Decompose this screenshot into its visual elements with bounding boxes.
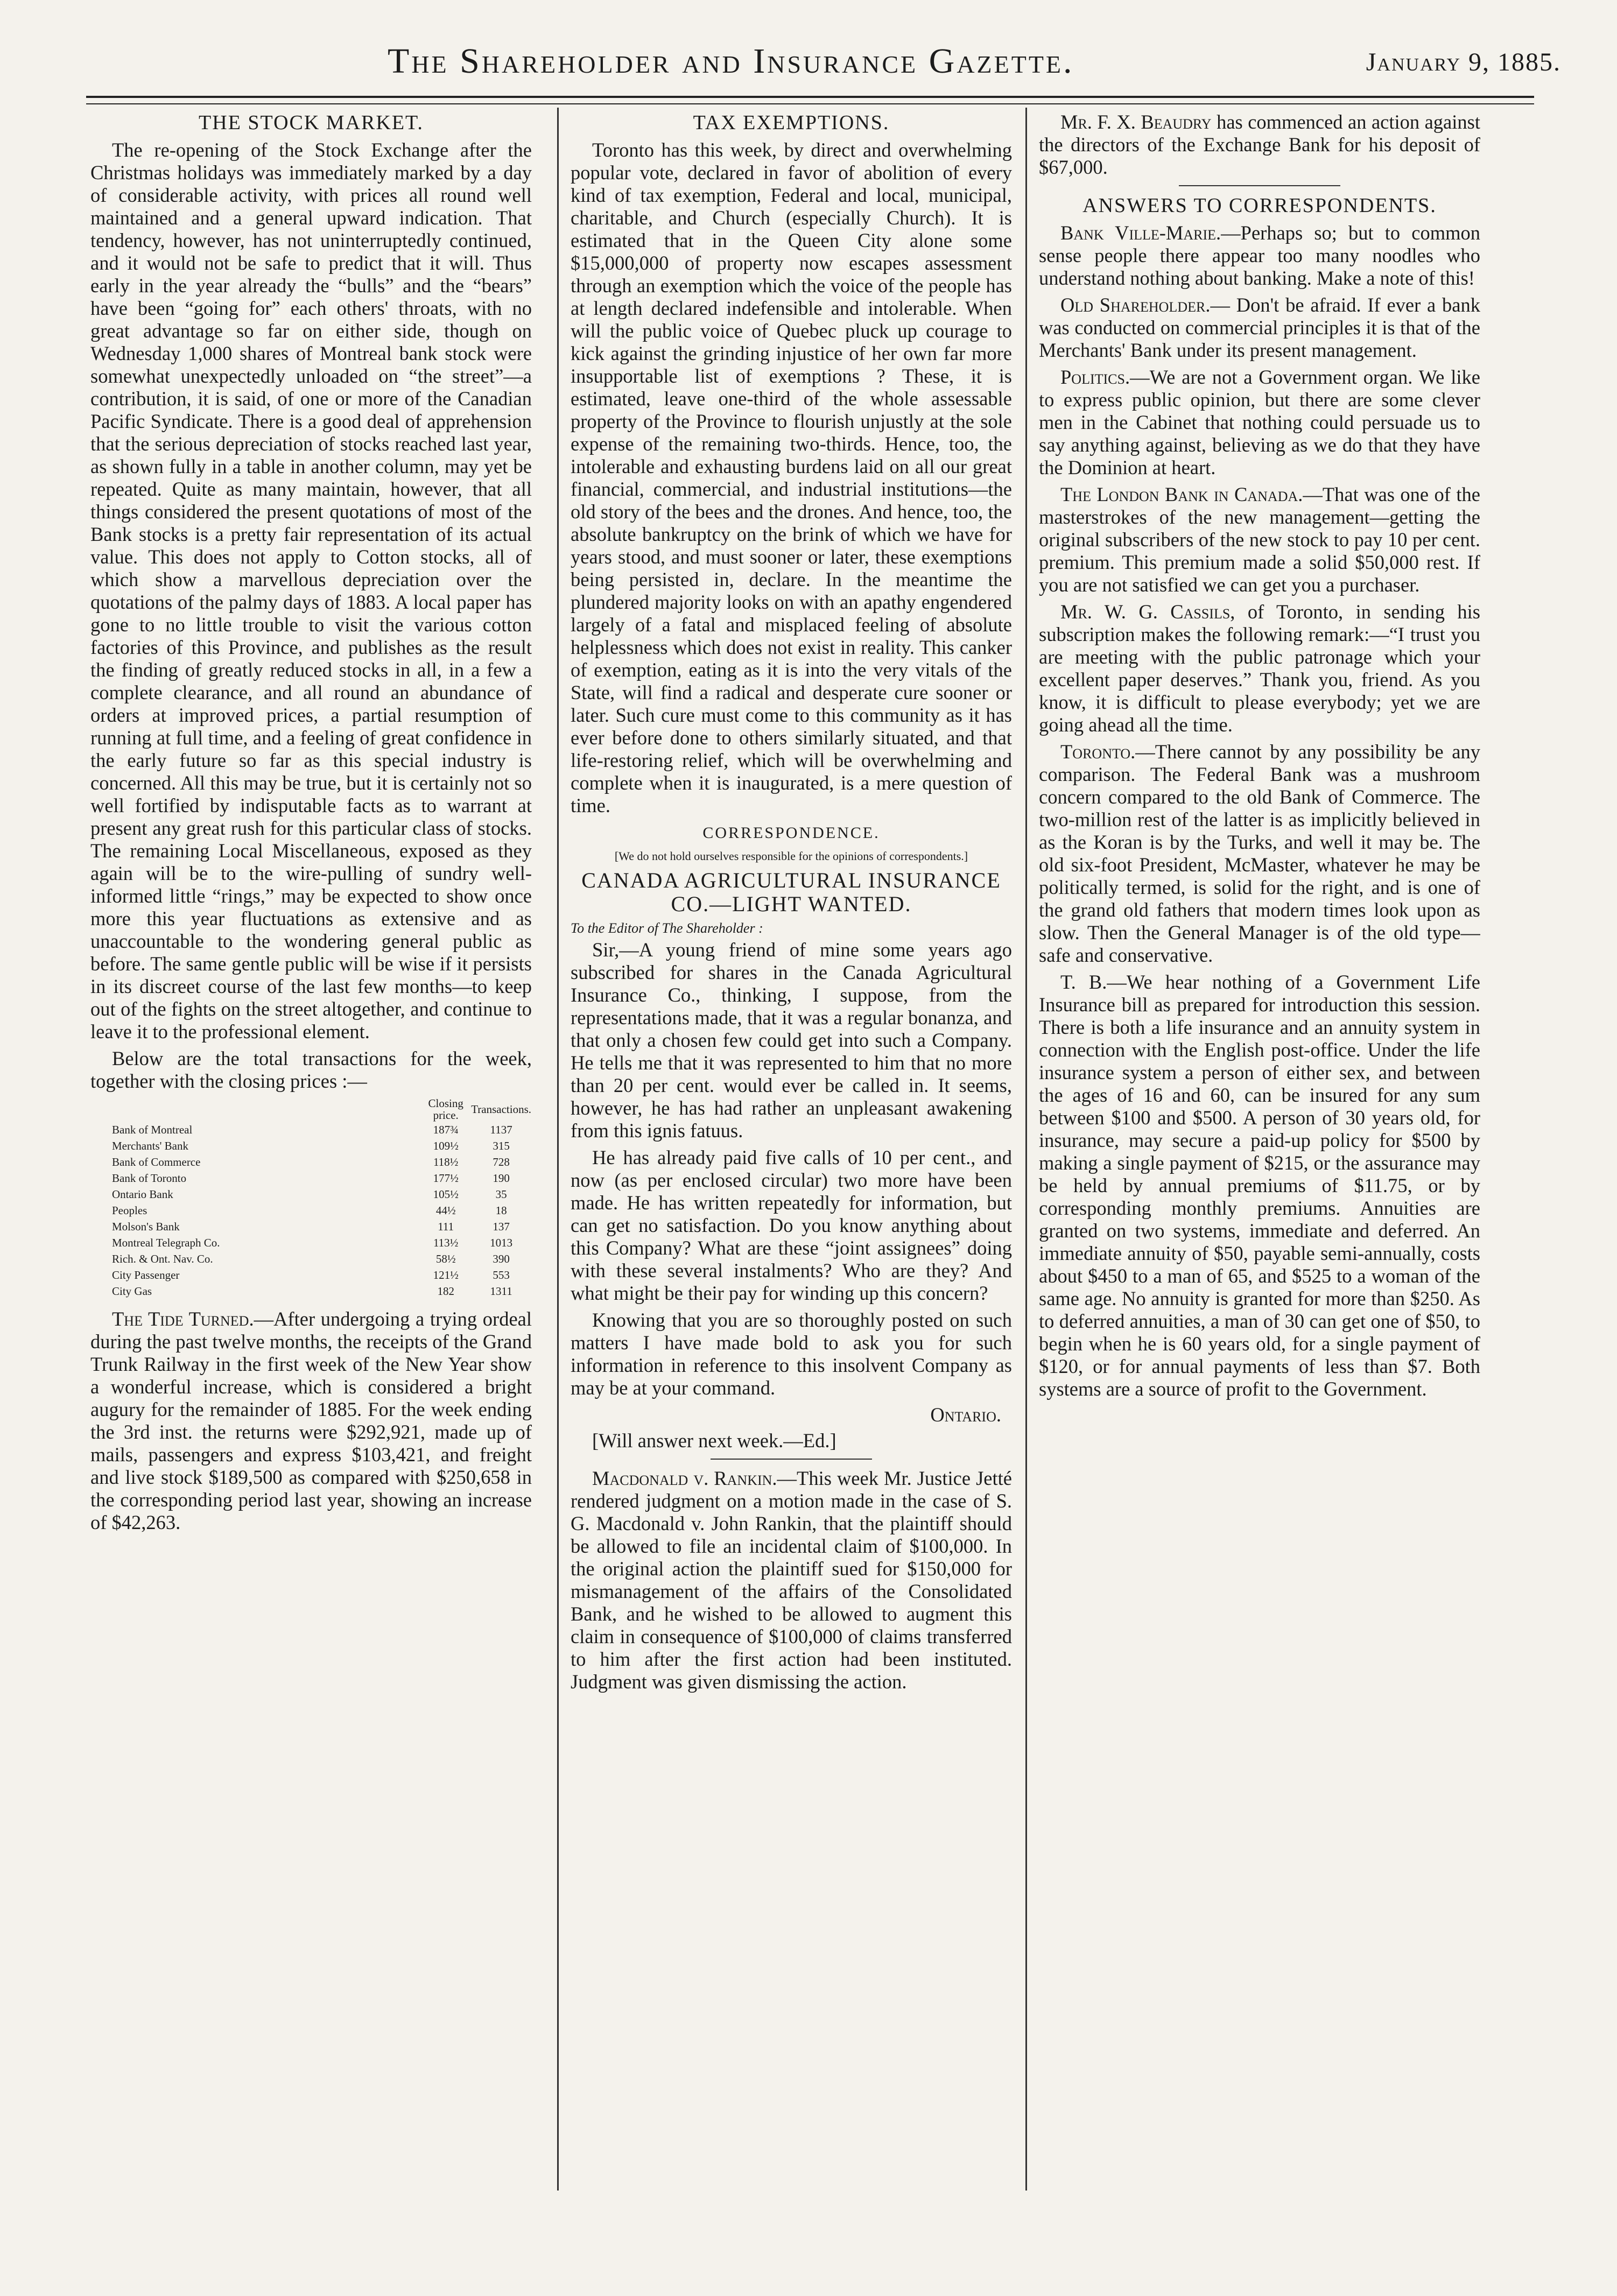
closing-price: 121½ xyxy=(433,1269,459,1281)
table-row xyxy=(90,1154,532,1170)
transactions: 137 xyxy=(493,1220,510,1233)
answer-item xyxy=(1039,222,1480,290)
transactions: 35 xyxy=(495,1188,507,1201)
answer-text: —We are not a Government organ. We like to express public opinion, but there are some clever men in the Cabinet that nothing could persuade us to say anything against, believing as we do that they have the Dominion at heart. xyxy=(1039,366,1480,478)
macdonald-rankin-paragraph xyxy=(571,1467,1012,1693)
stock-market-paragraph: Below are the total transactions for the week, together with the closing prices :— xyxy=(90,1047,532,1092)
answer-item xyxy=(1039,483,1480,596)
answer-lead: Politics. xyxy=(1060,366,1130,388)
closing-price: 105½ xyxy=(433,1188,459,1201)
answer-lead: T. B. xyxy=(1060,971,1107,993)
closing-price: 111 xyxy=(438,1220,454,1233)
table-row xyxy=(90,1170,532,1186)
tax-exemptions-paragraph: Toronto has this week, by direct and overwhelming popular vote, declared in favor of abolition of every kind of tax exemption, Federal and local, municipal, charitable, and Church (especially Church). It is estimated that in the Queen City alone some $15,000,000 of property now escapes assessment through an exemption which the voice of the people has at length declared indefensible and intolerable. When will the public voice of Quebec pluck up courage to kick against the grinding injustice of her own far more insupportable list of exemptions ? These, it is estimated, leave one-third of the whole assessable property of the Province to flourish unjustly at the sole expense of the remaining two-thirds. Hence, too, the intolerable and exhausting burdens laid on all our great financial, commercial, and industrial institutions—the old story of the bees and the drones. And hence, too, the absolute bankruptcy on the brink of which we have for years stood, and must sooner or later, these exemptions being persisted in, declare. In the meantime the plundered majority looks on with an apathy engendered largely of a fatal and misplaced feeling of absolute helplessness which does not exist in reality. This canker of exemption, eating as it is into the very vitals of the State, will find a radical and desperate cure sooner or later. Such cure must come to this community as it has ever before done to others similarly situated, and that life-restoring relief, which will be overwhelming and complete when it is inaugurated, is a mere question of time. xyxy=(571,139,1012,816)
closing-price: 187¾ xyxy=(433,1123,459,1136)
answer-lead: Bank Ville-Marie. xyxy=(1060,222,1221,244)
stock-name: Bank of Montreal xyxy=(112,1123,193,1136)
table-row xyxy=(90,1122,532,1138)
answer-text: —That was one of the masterstrokes of the new management—getting the original subscribers of the new stock to pay 10 per cent. premium. This premium made a solid $50,000 rest. If you are not satisfied we can get you a purchaser. xyxy=(1039,483,1480,596)
stock-name: Bank of Toronto xyxy=(112,1172,187,1185)
stock-market-paragraph: The re-opening of the Stock Exchange after the Christmas holidays was immediately marked by a day of considerable activity, with prices all round well maintained and a general upward indication. That tendency, however, has not uninterruptedly continued, and it would not be safe to predict that it will. Thus early in the year already the “bulls” and the “bears” have been “going for” each others' throats, with no great advantage so far on either side, though on Wednesday 1,000 shares of Montreal bank stock were somewhat unexpectedly unloaded on “the street”—a contribution, it is said, of one or more of the Canadian Pacific Syndicate. There is a good deal of apprehension that the serious depreciation of stocks reached last year, as shown fully in a table in another column, may yet be repeated. Quite as many maintain, however, that all things considered the present quotations of most of the Bank stocks is a pretty fair representation of its actual value. This does not apply to Cotton stocks, all of which show a marvellous depreciation over the quotations of the palmy days of 1883. A local paper has gone to no little trouble to visit the various cotton factories of this Province, and publishes as the result the finding of greatly reduced stocks in all, in a few a complete clearance, and all round an abundance of orders at improved prices, a partial resumption of running at full time, and a feeling of great confidence in the early future so far as this special industry is concerned. All this may be true, but it is certainly not so well fortified by indisputable facts as to warrant at present any great rush for this particular class of stocks. The remaining Local Miscellaneous, exposed as they again will be to the wire-pulling of sundry well-informed little “rings,” may be expected to show once more this year fluctuations as extensive and as unaccountable to the wondering general public as before. The same gentle public will be wise if it persists in its discreet course of the last few months—to keep out of the fights on the street altogether, and continue to leave it to the professional element. xyxy=(90,139,532,1043)
transactions: 390 xyxy=(493,1252,510,1265)
answer-text: —Perhaps so; but to common sense people there appear too many noodles who understand nothing about banking. Make a note of this! xyxy=(1039,222,1480,289)
answers-heading: ANSWERS TO CORRESPONDENTS. xyxy=(1082,194,1437,217)
transactions: 1311 xyxy=(490,1285,512,1298)
answer-item xyxy=(1039,741,1480,967)
answer-lead: The London Bank in Canada. xyxy=(1060,483,1303,505)
tax-exemptions-heading: TAX EXEMPTIONS. xyxy=(693,111,890,134)
closing-price: 58½ xyxy=(435,1252,456,1265)
macdonald-rankin-text: —This week Mr. Justice Jetté rendered judgment on a motion made in the case of S. G. Macdonald v. John Rankin, that the plaintiff should be allowed to file an incidental claim of $100,000. In the original action the plaintiff sued for $150,000 for mismanagement of the affairs of the Consolidated Bank, and he wished to be allowed to augment this claim in consequence of $100,000 of claims transferred to him after the first action had been instituted. Judgment was given dismissing the action. xyxy=(571,1467,1012,1693)
tide-turned-lead: The Tide Turned. xyxy=(112,1308,254,1330)
letter-paragraph: Knowing that you are so thoroughly posted on such matters I have made bold to ask you for such information in reference to this insolvent Company as may be at your command. xyxy=(571,1309,1012,1399)
transactions: 190 xyxy=(493,1172,510,1185)
table-row xyxy=(90,1138,532,1154)
issue-date: January 9, 1885. xyxy=(1366,48,1561,76)
table-header-row xyxy=(90,1097,532,1122)
closing-price: 44½ xyxy=(435,1204,456,1217)
stock-name: Montreal Telegraph Co. xyxy=(112,1236,220,1249)
column-divider xyxy=(557,108,559,2191)
stock-name: Molson's Bank xyxy=(112,1220,180,1233)
table-row xyxy=(90,1251,532,1267)
table-row xyxy=(90,1186,532,1202)
tide-turned-paragraph xyxy=(90,1308,532,1534)
answer-text: —We hear nothing of a Government Life Insurance bill as prepared for introduction this session. There is both a life insurance and an annuity system in connection with the English post-office. Under the life insurance system a person of either sex, and between the ages of 16 and 60, can be insured for any sum between $100 and $500. A person of 30 years old, for insurance, may secure a paid-up policy for $500 by making a single payment of $215, or the assurance may be held by annual premiums of $11.75, or by corresponding monthly premiums. Annuities are granted on two systems, immediate and deferred. An immediate annuity of $50, payable semi-annually, costs about $450 to a man of 65, and $525 to a woman of the same age. No annuity is granted for more than $250. As to deferred annuities, a man of 30 can get one of $50, to begin when he is 60 years old, for a single payment of $120, or for annual payments of less than $7. Both systems are a source of profit to the Government. xyxy=(1039,971,1480,1400)
tide-turned-text: —After undergoing a trying ordeal during the past twelve months, the receipts of the Grand Trunk Railway in the first week of the New Year show a wonderful increase, which is considered a bright augury for the remainder of 1885. For the week ending the 3rd inst. the returns were $292,921, made up of mails, passengers and express $103,421, and freight and live stock $189,500 as compared with $250,658 in the corresponding period last year, showing an increase of $42,263. xyxy=(90,1308,532,1533)
table-header xyxy=(90,1097,421,1122)
macdonald-rankin-lead: Macdonald v. Rankin. xyxy=(592,1467,777,1489)
letter-salutation: To the Editor of The Shareholder : xyxy=(571,920,763,936)
letter-heading: CANADA AGRICULTURAL INSURANCE CO.—LIGHT WANTED. xyxy=(581,868,1001,916)
stock-name: Bank of Commerce xyxy=(112,1156,201,1168)
beaudry-lead: Mr. F. X. Beaudry xyxy=(1060,111,1212,133)
letter-signature: Ontario. xyxy=(930,1404,1001,1426)
table-row xyxy=(90,1219,532,1235)
masthead xyxy=(86,38,1593,86)
transactions: 728 xyxy=(493,1156,510,1168)
closing-price: 113½ xyxy=(433,1236,459,1249)
answer-text: of Toronto, in sending his subscription makes the following remark:—“I trust you are meeting with the public patronage which your excellent paper deserves.” Thank you, friend. As you know, it is difficult to please everybody; yet we are going ahead all the time. xyxy=(1039,601,1480,736)
column-2 xyxy=(571,111,1012,2199)
stock-market-heading: THE STOCK MARKET. xyxy=(199,111,424,134)
table-row xyxy=(90,1283,532,1299)
beaudry-paragraph xyxy=(1039,111,1480,179)
transactions: 18 xyxy=(495,1204,507,1217)
newspaper-title: The Shareholder and Insurance Gazette. xyxy=(388,41,1074,81)
closing-price: 118½ xyxy=(433,1156,459,1168)
answer-lead: Mr. W. G. Cassils, xyxy=(1060,601,1235,623)
answer-item xyxy=(1039,601,1480,736)
letter-paragraph: He has already paid five calls of 10 per cent., and now (as per enclosed circular) two more have been made. He has written repeatedly for information, but can get no satisfaction. Do you know anything about this Company? What are these “joint assignees” doing with these several instalments? Who are they? And what might be their pay for winding up this concern? xyxy=(571,1146,1012,1304)
stock-name: Merchants' Bank xyxy=(112,1139,188,1152)
stock-name: City Passenger xyxy=(112,1269,180,1281)
answer-text: — Don't be afraid. If ever a bank was conducted on commercial principles it is that of the Merchants' Bank under its present management. xyxy=(1039,294,1480,361)
answer-item xyxy=(1039,971,1480,1400)
answer-lead: Toronto. xyxy=(1060,741,1136,763)
editor-note: [Will answer next week.—Ed.] xyxy=(592,1429,836,1452)
table-header: Transactions. xyxy=(471,1103,531,1116)
correspondence-heading: CORRESPONDENCE. xyxy=(702,824,880,842)
stock-name: City Gas xyxy=(112,1285,152,1298)
section-separator xyxy=(711,1459,872,1460)
stock-name: Ontario Bank xyxy=(112,1188,173,1201)
closing-price: 109½ xyxy=(433,1139,459,1152)
correspondence-disclaimer: [We do not hold ourselves responsible for the opinions of correspondents.] xyxy=(614,849,968,863)
closing-price: 182 xyxy=(437,1285,454,1298)
table-row xyxy=(90,1235,532,1251)
column-3 xyxy=(1039,111,1480,2199)
table-header: Closing price. xyxy=(428,1097,463,1122)
transactions: 553 xyxy=(493,1269,510,1281)
stock-name: Peoples xyxy=(112,1204,147,1217)
table-row xyxy=(90,1202,532,1219)
masthead-rule xyxy=(86,96,1534,104)
letter-paragraph: Sir,—A young friend of mine some years ago subscribed for shares in the Canada Agricultural Insurance Co., thinking, I suppose, from the representations made, that it was a regular bonanza, and that only a chosen few could get into such a Company. He tells me that it was represented to him that no more than 20 per cent. would ever be called in. It seems, however, he has had rather an unpleasant awakening from this ignis fatuus. xyxy=(571,939,1012,1142)
transactions: 1137 xyxy=(490,1123,512,1136)
table-row xyxy=(90,1267,532,1283)
beaudry-text: has commenced an action against the directors of the Exchange Bank for his deposit of $67,000. xyxy=(1039,111,1480,178)
transactions: 315 xyxy=(493,1139,510,1152)
answer-item xyxy=(1039,294,1480,362)
answer-lead: Old Shareholder. xyxy=(1060,294,1211,316)
column-divider xyxy=(1025,108,1027,2191)
answer-text: —There cannot by any possibility be any comparison. The Federal Bank was a mushroom concern compared to the old Bank of Commerce. The two-million rest of the latter is as implicitly believed in as the Koran is by the Turks, and well it may be. The old six-foot President, McMaster, whatever he may be politically termed, is solid for the right, and is one of the grand old fathers that modern times look upon as slow. Then the General Manager is of the old type—safe and conservative. xyxy=(1039,741,1480,966)
stock-name: Rich. & Ont. Nav. Co. xyxy=(112,1252,213,1265)
closing-price: 177½ xyxy=(433,1172,459,1185)
column-1 xyxy=(90,111,532,2199)
section-separator xyxy=(1179,185,1340,186)
transactions: 1013 xyxy=(490,1236,513,1249)
answer-item xyxy=(1039,366,1480,479)
transactions-table xyxy=(90,1097,532,1299)
